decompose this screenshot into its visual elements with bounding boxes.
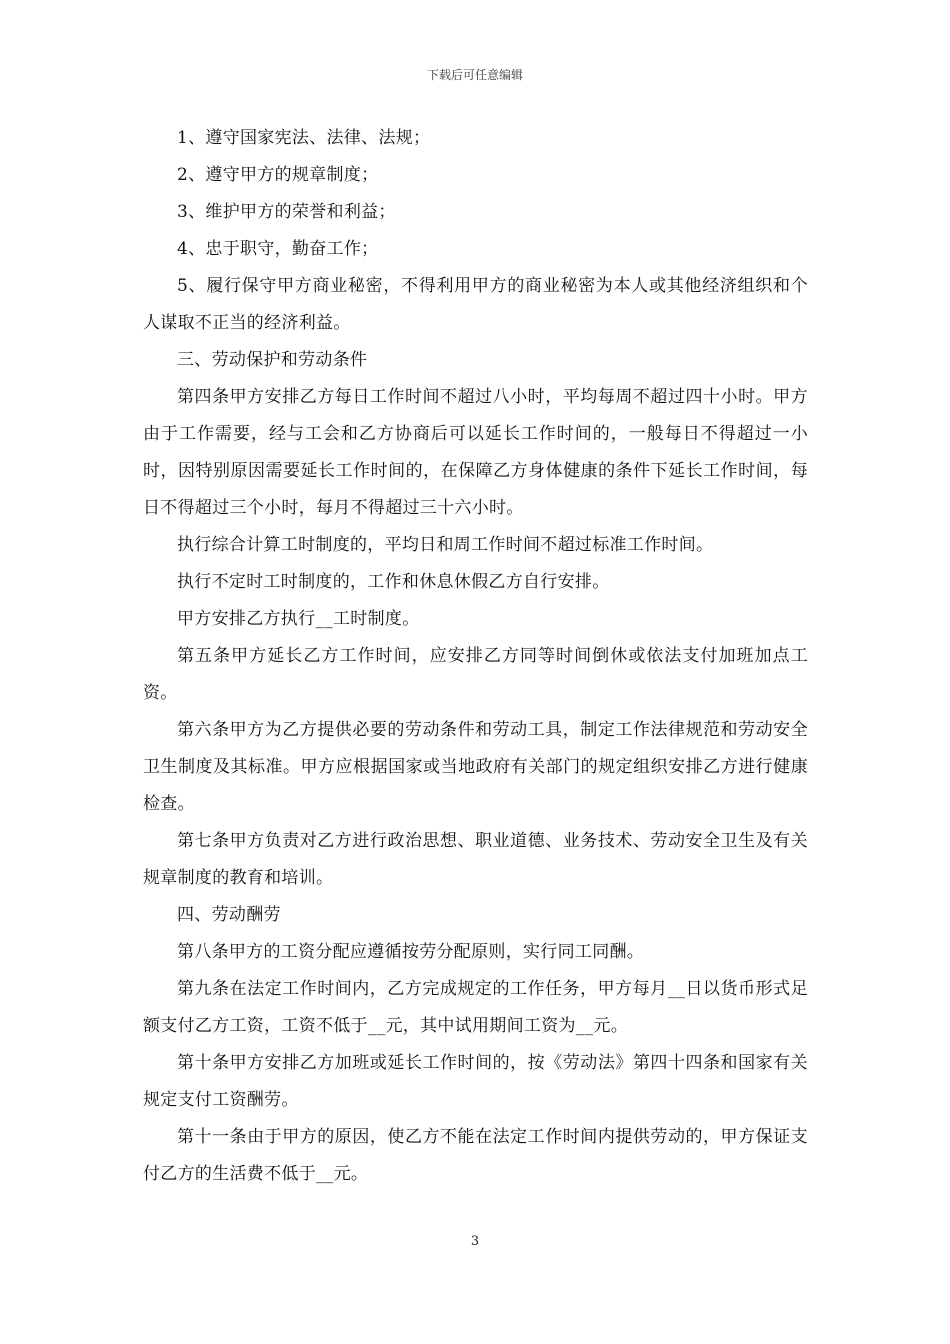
clause-5: 5、履行保守甲方商业秘密，不得利用甲方的商业秘密为本人或其他经济组织和个人谋取不正当的经济利益。 bbox=[143, 276, 808, 333]
article-8: 第八条甲方的工资分配应遵循按劳分配原则，实行同工同酬。 bbox=[177, 942, 645, 962]
clause-1: 1、遵守国家宪法、法律、法规； bbox=[177, 128, 431, 148]
document-body bbox=[143, 120, 808, 1193]
article-4: 第四条甲方安排乙方每日工作时间不超过八小时，平均每周不超过四十小时。甲方由于工作需要，经与工会和乙方协商后可以延长工作时间的，一般每日不得超过一小时，因特别原因需要延长工作时间的，在保障乙方身体健康的条件下延长工作时间，每日不得超过三个小时，每月不得超过三十六小时。 bbox=[143, 387, 808, 518]
article-7: 第七条甲方负责对乙方进行政治思想、职业道德、业务技术、劳动安全卫生及有关规章制度的教育和培训。 bbox=[143, 831, 808, 888]
section-heading-remuneration: 四、劳动酬劳 bbox=[177, 905, 281, 925]
section-heading-labor-protection: 三、劳动保护和劳动条件 bbox=[177, 350, 368, 370]
article-6: 第六条甲方为乙方提供必要的劳动条件和劳动工具，制定工作法律规范和劳动安全卫生制度及其标准。甲方应根据国家或当地政府有关部门的规定组织安排乙方进行健康检查。 bbox=[143, 720, 808, 814]
article-11: 第十一条由于甲方的原因，使乙方不能在法定工作时间内提供劳动的，甲方保证支付乙方的生活费不低于__元。 bbox=[143, 1127, 808, 1184]
clause-4: 4、忠于职守，勤奋工作； bbox=[177, 239, 379, 259]
article-5: 第五条甲方延长乙方工作时间，应安排乙方同等时间倒休或依法支付加班加点工资。 bbox=[143, 646, 808, 703]
page-header: 下载后可任意编辑 bbox=[426, 68, 523, 82]
article-10: 第十条甲方安排乙方加班或延长工作时间的，按《劳动法》第四十四条和国家有关规定支付工资酬劳。 bbox=[143, 1053, 808, 1110]
paragraph-flexible-hours: 执行不定时工时制度的，工作和休息休假乙方自行安排。 bbox=[177, 572, 610, 592]
page-number: 3 bbox=[470, 1234, 480, 1249]
article-9: 第九条在法定工作时间内，乙方完成规定的工作任务，甲方每月__日以货币形式足额支付乙方工资，工资不低于__元，其中试用期间工资为__元。 bbox=[143, 979, 808, 1036]
clause-2: 2、遵守甲方的规章制度； bbox=[177, 165, 379, 185]
paragraph-hours-system: 甲方安排乙方执行__工时制度。 bbox=[177, 609, 420, 629]
paragraph-comprehensive-hours: 执行综合计算工时制度的，平均日和周工作时间不超过标准工作时间。 bbox=[177, 535, 714, 555]
clause-3: 3、维护甲方的荣誉和利益； bbox=[177, 202, 396, 222]
